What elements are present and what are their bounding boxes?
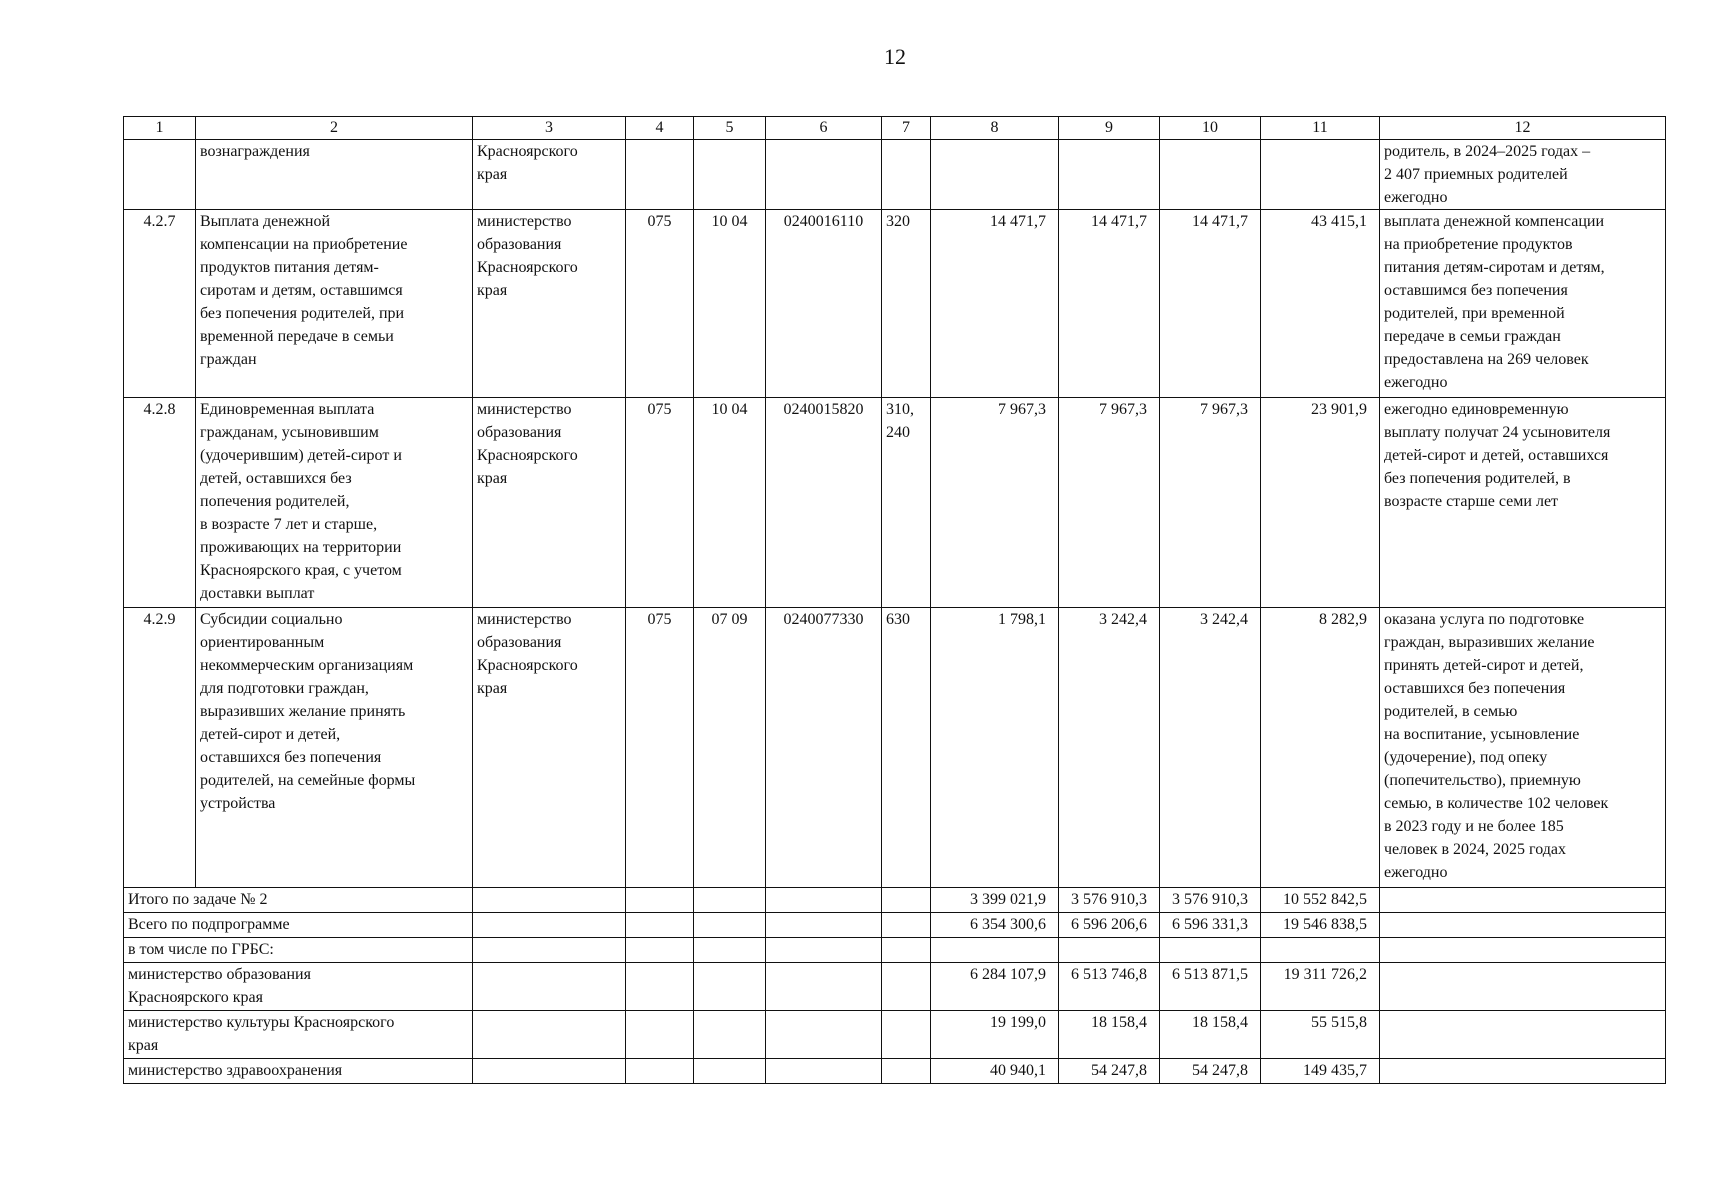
summary-row <box>124 913 1666 938</box>
table-row <box>124 608 1666 888</box>
summary-label: министерство культуры Красноярского края <box>124 1011 473 1059</box>
amount-2024: 14 471,7 <box>1059 210 1160 398</box>
amount-2024: 6 513 746,8 <box>1059 963 1160 1011</box>
table-row <box>124 398 1666 608</box>
column-number: 6 <box>766 117 882 140</box>
continuation-row <box>124 140 1666 210</box>
rzpr-code: 10 04 <box>694 398 766 608</box>
amount-2025: 3 576 910,3 <box>1160 888 1261 913</box>
amount-2023: 3 399 021,9 <box>931 888 1059 913</box>
responsible-org: Красноярского края <box>473 140 626 210</box>
measure-name: Единовременная выплата гражданам, усыновившим (удочерившим) детей-сирот и детей, оставшихся без попечения родителей, в возрасте 7 лет и старше, проживающих на территории Красноярского края, с учетом доставки выплат <box>196 398 473 608</box>
summary-row <box>124 1059 1666 1084</box>
column-number: 1 <box>124 117 196 140</box>
vr-code: 320 <box>882 210 931 398</box>
amount-2025 <box>1160 938 1261 963</box>
summary-label: Всего по подпрограмме <box>124 913 473 938</box>
amount-total: 23 901,9 <box>1261 398 1380 608</box>
amount-total: 8 282,9 <box>1261 608 1380 888</box>
amount-2023: 6 354 300,6 <box>931 913 1059 938</box>
amount-2023: 1 798,1 <box>931 608 1059 888</box>
summary-row <box>124 963 1666 1011</box>
column-number: 11 <box>1261 117 1380 140</box>
grbs-code: 075 <box>626 210 694 398</box>
rzpr-code: 07 09 <box>694 608 766 888</box>
expected-result: родитель, в 2024–2025 годах – 2 407 приемных родителей ежегодно <box>1380 140 1666 210</box>
budget-table <box>123 116 1666 1084</box>
column-number: 9 <box>1059 117 1160 140</box>
amount-2024: 6 596 206,6 <box>1059 913 1160 938</box>
amount-2023: 7 967,3 <box>931 398 1059 608</box>
row-id: 4.2.8 <box>124 398 196 608</box>
page-number: 12 <box>884 44 906 69</box>
summary-label: министерство образования Красноярского края <box>124 963 473 1011</box>
column-number: 7 <box>882 117 931 140</box>
summary-label: в том числе по ГРБС: <box>124 938 473 963</box>
summary-label: Итого по задаче № 2 <box>124 888 473 913</box>
amount-2023: 6 284 107,9 <box>931 963 1059 1011</box>
amount-total: 149 435,7 <box>1261 1059 1380 1084</box>
summary-row <box>124 1011 1666 1059</box>
amount-2023: 40 940,1 <box>931 1059 1059 1084</box>
measure-name: вознаграждения <box>196 140 473 210</box>
csr-code: 0240015820 <box>766 398 882 608</box>
measure-name: Субсидии социально ориентированным некоммерческим организациям для подготовки граждан, выразивших желание принять детей-сирот и детей, оставшихся без попечения родителей, на семейные формы устройства <box>196 608 473 888</box>
amount-2023: 14 471,7 <box>931 210 1059 398</box>
column-number: 8 <box>931 117 1059 140</box>
amount-2025: 18 158,4 <box>1160 1011 1261 1059</box>
amount-2024 <box>1059 938 1160 963</box>
grbs-code: 075 <box>626 398 694 608</box>
column-number: 5 <box>694 117 766 140</box>
amount-2024: 18 158,4 <box>1059 1011 1160 1059</box>
amount-2025: 7 967,3 <box>1160 398 1261 608</box>
grbs-code: 075 <box>626 608 694 888</box>
csr-code: 0240077330 <box>766 608 882 888</box>
expected-result: ежегодно единовременную выплату получат 24 усыновителя детей-сирот и детей, оставшихся без попечения родителей, в возрасте старше семи лет <box>1380 398 1666 608</box>
amount-2024: 54 247,8 <box>1059 1059 1160 1084</box>
vr-code: 310, 240 <box>882 398 931 608</box>
amount-2025: 54 247,8 <box>1160 1059 1261 1084</box>
amount-total: 19 546 838,5 <box>1261 913 1380 938</box>
summary-row <box>124 888 1666 913</box>
responsible-org: министерство образования Красноярского края <box>473 608 626 888</box>
amount-2025: 3 242,4 <box>1160 608 1261 888</box>
row-id: 4.2.7 <box>124 210 196 398</box>
responsible-org: министерство образования Красноярского края <box>473 210 626 398</box>
amount-2024: 3 576 910,3 <box>1059 888 1160 913</box>
column-number: 2 <box>196 117 473 140</box>
amount-total: 43 415,1 <box>1261 210 1380 398</box>
vr-code: 630 <box>882 608 931 888</box>
amount-2024: 3 242,4 <box>1059 608 1160 888</box>
amount-total <box>1261 938 1380 963</box>
column-number: 3 <box>473 117 626 140</box>
column-number: 10 <box>1160 117 1261 140</box>
amount-2025: 14 471,7 <box>1160 210 1261 398</box>
amount-2023: 19 199,0 <box>931 1011 1059 1059</box>
column-number: 4 <box>626 117 694 140</box>
csr-code: 0240016110 <box>766 210 882 398</box>
column-numbers-row <box>124 117 1666 140</box>
expected-result: выплата денежной компенсации на приобретение продуктов питания детям-сиротам и детям, оставшимся без попечения родителей, при временной передаче в семьи граждан предоставлена на 269 человек ежегодно <box>1380 210 1666 398</box>
table-row <box>124 210 1666 398</box>
column-number: 12 <box>1380 117 1666 140</box>
summary-row <box>124 938 1666 963</box>
amount-2023 <box>931 938 1059 963</box>
amount-2025: 6 513 871,5 <box>1160 963 1261 1011</box>
expected-result: оказана услуга по подготовке граждан, выразивших желание принять детей-сирот и детей, оставшихся без попечения родителей, в семью на воспитание, усыновление (удочерение), под опеку (попечительство), приемную семью, в количестве 102 человек в 2023 году и не более 185 человек в 2024, 2025 годах ежегодно <box>1380 608 1666 888</box>
summary-label: министерство здравоохранения <box>124 1059 473 1084</box>
responsible-org: министерство образования Красноярского края <box>473 398 626 608</box>
amount-2025: 6 596 331,3 <box>1160 913 1261 938</box>
amount-total: 10 552 842,5 <box>1261 888 1380 913</box>
amount-total: 55 515,8 <box>1261 1011 1380 1059</box>
measure-name: Выплата денежной компенсации на приобретение продуктов питания детям- сиротам и детям, оставшимся без попечения родителей, при временной передаче в семьи граждан <box>196 210 473 398</box>
row-id: 4.2.9 <box>124 608 196 888</box>
rzpr-code: 10 04 <box>694 210 766 398</box>
amount-2024: 7 967,3 <box>1059 398 1160 608</box>
amount-total: 19 311 726,2 <box>1261 963 1380 1011</box>
